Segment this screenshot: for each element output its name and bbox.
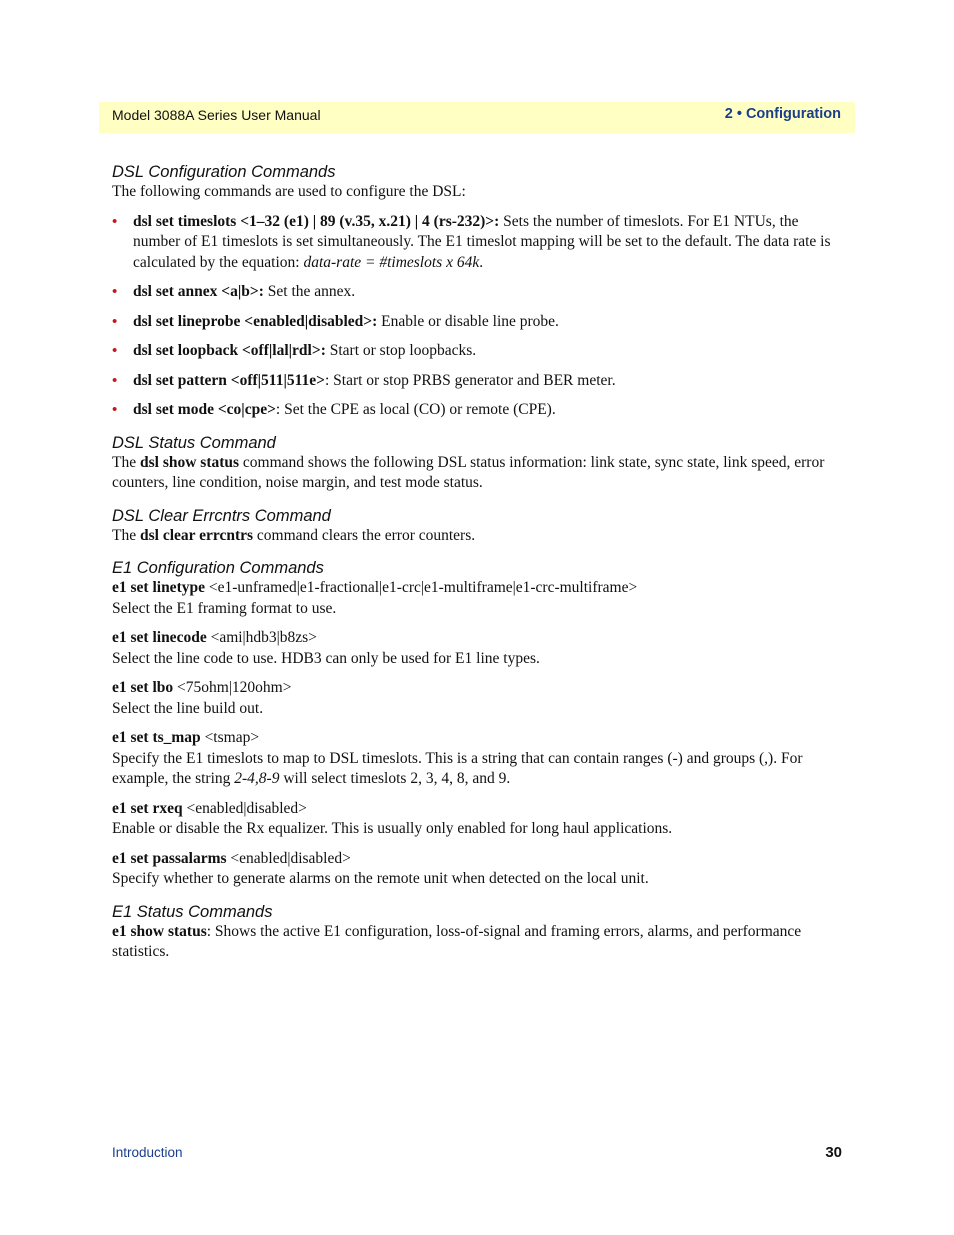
command-name: dsl clear errcntrs bbox=[139, 526, 254, 544]
command-list bbox=[112, 212, 842, 421]
command-line bbox=[112, 578, 842, 599]
command-args: <ami|hdb3|b8zs> bbox=[206, 629, 317, 646]
command-name: e1 set linetype bbox=[112, 579, 205, 596]
section-dsl-configuration bbox=[112, 162, 842, 421]
text: Specify the E1 timeslots to map to DSL timeslots. This is a string that can contain ranges (-) and groups (,). For example, the string bbox=[112, 749, 803, 787]
command-block bbox=[112, 628, 842, 669]
list-item bbox=[112, 400, 842, 421]
command-line bbox=[112, 728, 842, 749]
paragraph: The following commands are used to configure the DSL: bbox=[112, 183, 466, 200]
text: command shows the following DSL status information: link state, sync state, link speed, error counters, line condition, noise margin, and test mode status. bbox=[112, 453, 825, 491]
command-name: dsl set lineprobe <enabled|disabled>: bbox=[133, 312, 378, 330]
section-heading: E1 Status Commands bbox=[112, 902, 273, 921]
command-name: dsl set timeslots <1–32 (e1) | 89 (v.35, x.21) | 4 (rs-232)>: bbox=[133, 212, 500, 230]
command-args: <75ohm|120ohm> bbox=[173, 679, 292, 696]
text: will select timeslots 2, 3, 4, 8, and 9. bbox=[279, 770, 511, 787]
command-name: e1 set linecode bbox=[112, 629, 207, 646]
section-dsl-clear bbox=[112, 506, 842, 547]
command-description: Select the line build out. bbox=[112, 699, 264, 717]
example-string: 2-4,8-9 bbox=[234, 770, 280, 787]
command-args: <tsmap> bbox=[200, 729, 260, 746]
command-block bbox=[112, 578, 842, 619]
command-block bbox=[112, 849, 842, 890]
command-description: : Set the CPE as local (CO) or remote (CPE). bbox=[275, 401, 556, 418]
command-name: dsl set loopback <off|lal|rdl>: bbox=[133, 342, 326, 359]
command-description: Select the line code to use. HDB3 can only be used for E1 line types. bbox=[112, 649, 540, 667]
list-item bbox=[112, 341, 842, 362]
command-description: Set the annex. bbox=[263, 283, 356, 300]
command-description: : Start or stop PRBS generator and BER meter. bbox=[324, 371, 616, 389]
footer-section-link[interactable]: Introduction bbox=[112, 1145, 183, 1160]
list-item bbox=[112, 371, 842, 392]
running-header bbox=[99, 102, 855, 133]
command-args: <enabled|disabled> bbox=[226, 849, 351, 867]
text: The bbox=[112, 526, 140, 544]
paragraph bbox=[112, 453, 842, 494]
command-name: dsl show status bbox=[139, 453, 240, 471]
command-block bbox=[112, 678, 842, 719]
command-args: <e1-unframed|e1-fractional|e1-crc|e1-multiframe|e1-crc-multiframe> bbox=[204, 579, 638, 596]
command-description: Specify whether to generate alarms on the remote unit when detected on the local unit. bbox=[112, 870, 649, 887]
section-dsl-status bbox=[112, 433, 842, 494]
bullet-icon: • bbox=[112, 313, 118, 330]
command-description: Sets the number of timeslots. For E1 NTUs, the number of E1 timeslots is set simultaneously. The E1 timeslot mapping will be set to the default. The data rate is calculated by the equation: bbox=[133, 212, 831, 271]
command-line bbox=[112, 799, 842, 820]
command-name: dsl set annex <a|b>: bbox=[133, 283, 264, 300]
bullet-icon: • bbox=[112, 343, 118, 359]
page-body bbox=[112, 162, 842, 963]
command-name: e1 set ts_map bbox=[112, 729, 201, 746]
command-args: <enabled|disabled> bbox=[182, 799, 307, 817]
list-item bbox=[112, 312, 842, 333]
text: command clears the error counters. bbox=[253, 526, 476, 544]
list-item bbox=[112, 212, 842, 274]
command-description: Select the E1 framing format to use. bbox=[112, 599, 337, 617]
command-name: e1 set rxeq bbox=[112, 799, 183, 817]
punctuation: . bbox=[479, 253, 484, 271]
command-block bbox=[112, 728, 842, 790]
section-e1-configuration bbox=[112, 558, 842, 890]
section-e1-status bbox=[112, 902, 842, 963]
chapter-label: 2 • Configuration bbox=[724, 106, 841, 122]
bullet-icon: • bbox=[112, 372, 118, 389]
command-description: Enable or disable line probe. bbox=[377, 312, 559, 330]
bullet-icon: • bbox=[112, 402, 118, 418]
section-heading: DSL Clear Errcntrs Command bbox=[112, 506, 331, 525]
command-block bbox=[112, 799, 842, 840]
section-heading: DSL Status Command bbox=[112, 433, 276, 452]
command-line bbox=[112, 628, 842, 649]
command-name: dsl set pattern <off|511|511e> bbox=[133, 371, 325, 389]
command-description: Start or stop loopbacks. bbox=[325, 342, 477, 359]
paragraph bbox=[112, 526, 842, 547]
command-line bbox=[112, 678, 842, 699]
bullet-icon: • bbox=[112, 213, 118, 230]
text: : Shows the active E1 configuration, loss-of-signal and framing errors, alarms, and performance statistics. bbox=[112, 922, 802, 960]
manual-title: Model 3088A Series User Manual bbox=[112, 107, 321, 123]
command-description: Enable or disable the Rx equalizer. This is usually only enabled for long haul applications. bbox=[112, 820, 673, 837]
command-name: dsl set mode <co|cpe> bbox=[133, 401, 276, 418]
section-heading: DSL Configuration Commands bbox=[112, 163, 336, 181]
text: The bbox=[112, 453, 140, 471]
command-name: e1 set lbo bbox=[112, 679, 174, 696]
command-line bbox=[112, 849, 842, 870]
command-name: e1 show status bbox=[112, 922, 207, 940]
paragraph bbox=[112, 922, 842, 963]
page-number: 30 bbox=[825, 1144, 842, 1161]
list-item bbox=[112, 282, 842, 303]
equation: data-rate = #timeslots x 64k bbox=[303, 253, 480, 271]
section-heading: E1 Configuration Commands bbox=[112, 559, 324, 577]
command-description bbox=[112, 749, 842, 790]
command-name: e1 set passalarms bbox=[112, 849, 227, 867]
bullet-icon: • bbox=[112, 284, 118, 300]
